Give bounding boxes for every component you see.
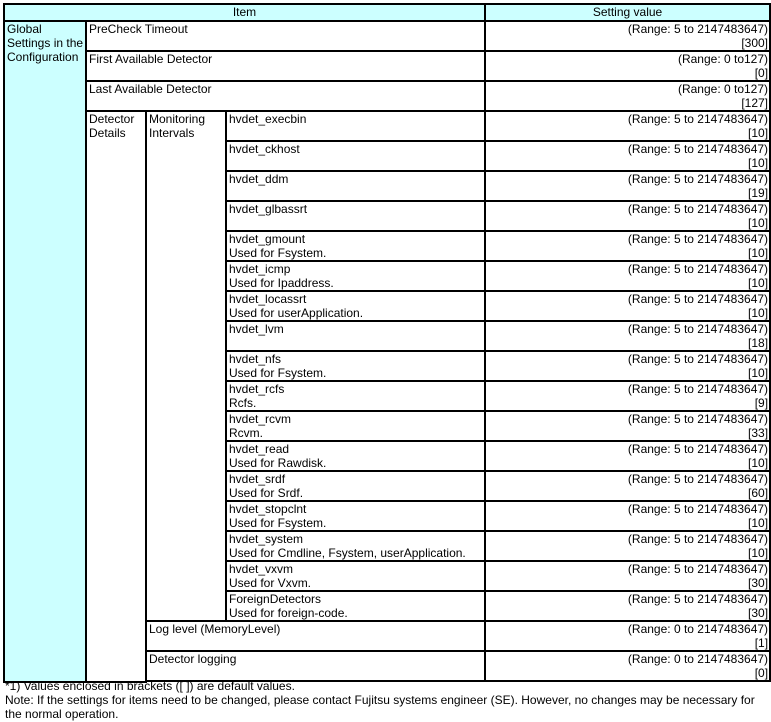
detector-name: hvdet_lvm <box>226 321 485 351</box>
detector-value: (Range: 5 to 2147483647) [10] <box>485 261 770 291</box>
header-item: Item <box>4 4 485 21</box>
detector-value: (Range: 5 to 2147483647) [10] <box>485 201 770 231</box>
first-detector-name: First Available Detector <box>86 51 485 81</box>
detector-name: hvdet_execbin <box>226 111 485 141</box>
detector-name: hvdet_locassrt Used for userApplication. <box>226 291 485 321</box>
first-detector-value: (Range: 0 to127) [0] <box>485 51 770 81</box>
detector-details-label: Detector Details <box>86 111 146 682</box>
detector-name: hvdet_ddm <box>226 171 485 201</box>
detector-name: hvdet_ckhost <box>226 141 485 171</box>
detector-value: (Range: 5 to 2147483647) [19] <box>485 171 770 201</box>
detector-value: (Range: 5 to 2147483647) [9] <box>485 381 770 411</box>
detector-value: (Range: 5 to 2147483647) [10] <box>485 141 770 171</box>
detector-value: (Range: 5 to 2147483647) [30] <box>485 561 770 591</box>
detector-name: hvdet_system Used for Cmdline, Fsystem, userApplication. <box>226 531 485 561</box>
monitoring-intervals-label: Monitoring Intervals <box>146 111 226 621</box>
detector-value: (Range: 5 to 2147483647) [10] <box>485 231 770 261</box>
log-level-name: Log level (MemoryLevel) <box>146 621 485 651</box>
detector-name: hvdet_stopclnt Used for Fsystem. <box>226 501 485 531</box>
detector-value: (Range: 5 to 2147483647) [30] <box>485 591 770 621</box>
detector-name: hvdet_rcvm Rcvm. <box>226 411 485 441</box>
global-settings-label: Global Settings in the Configuration <box>4 21 86 682</box>
detector-value: (Range: 5 to 2147483647) [10] <box>485 351 770 381</box>
detector-name: hvdet_gmount Used for Fsystem. <box>226 231 485 261</box>
footnotes <box>5 679 765 721</box>
precheck-timeout-name: PreCheck Timeout <box>86 21 485 51</box>
detector-name: hvdet_icmp Used for Ipaddress. <box>226 261 485 291</box>
precheck-timeout-value: (Range: 5 to 2147483647) [300] <box>485 21 770 51</box>
last-detector-name: Last Available Detector <box>86 81 485 111</box>
detector-logging-name: Detector logging <box>146 651 485 681</box>
detector-value: (Range: 5 to 2147483647) [10] <box>485 111 770 141</box>
detector-value: (Range: 5 to 2147483647) [10] <box>485 291 770 321</box>
detector-value: (Range: 5 to 2147483647) [33] <box>485 411 770 441</box>
detector-value: (Range: 5 to 2147483647) [60] <box>485 471 770 501</box>
last-detector-value: (Range: 0 to127) [127] <box>485 81 770 111</box>
settings-table <box>3 3 771 683</box>
detector-value: (Range: 5 to 2147483647) [10] <box>485 501 770 531</box>
log-level-value: (Range: 0 to 2147483647) [1] <box>485 621 770 651</box>
detector-logging-value: (Range: 0 to 2147483647) [0] <box>485 651 770 681</box>
detector-name: hvdet_glbassrt <box>226 201 485 231</box>
footnote-contact-se: Note: If the settings for items need to be changed, please contact Fujitsu systems engineer (SE). However, no changes may be necessary for the normal operation. <box>5 693 755 721</box>
detector-value: (Range: 5 to 2147483647) [10] <box>485 441 770 471</box>
detector-name: hvdet_srdf Used for Srdf. <box>226 471 485 501</box>
detector-name: hvdet_vxvm Used for Vxvm. <box>226 561 485 591</box>
detector-value: (Range: 5 to 2147483647) [10] <box>485 531 770 561</box>
detector-name: hvdet_read Used for Rawdisk. <box>226 441 485 471</box>
detector-value: (Range: 5 to 2147483647) [18] <box>485 321 770 351</box>
detector-name: hvdet_rcfs Rcfs. <box>226 381 485 411</box>
detector-name: ForeignDetectors Used for foreign-code. <box>226 591 485 621</box>
detector-name: hvdet_nfs Used for Fsystem. <box>226 351 485 381</box>
footnote-default-values: *1) Values enclosed in brackets ([ ]) are default values. <box>5 679 295 693</box>
header-setting-value: Setting value <box>485 4 770 21</box>
